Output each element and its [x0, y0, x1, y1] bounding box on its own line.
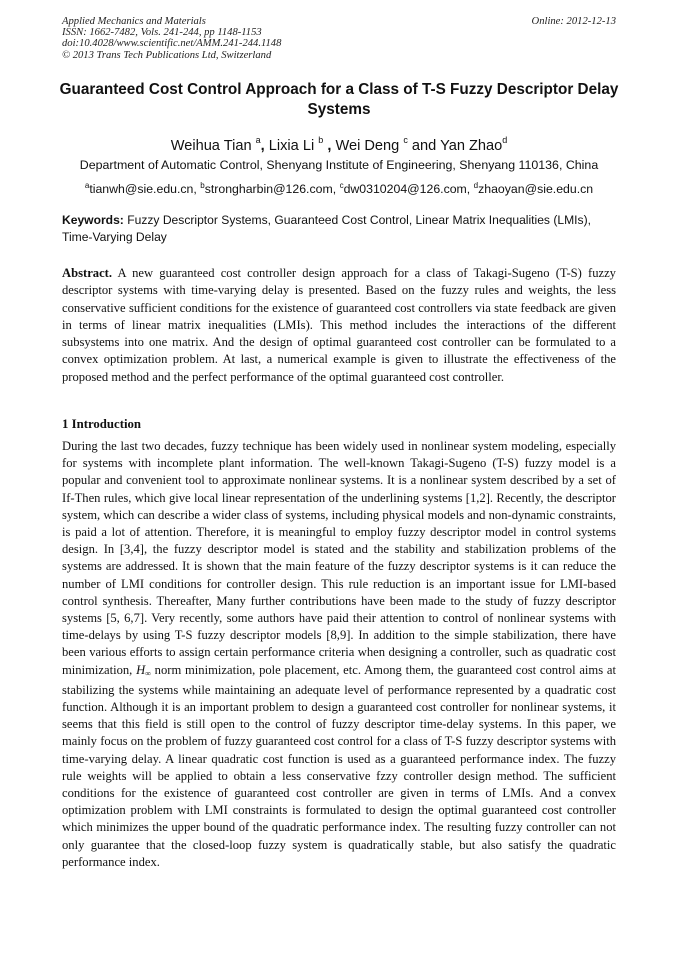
- keywords-label: Keywords:: [62, 213, 124, 227]
- abstract-label: Abstract.: [62, 266, 113, 280]
- email-superscript: d: [473, 181, 479, 190]
- keywords-text: Fuzzy Descriptor Systems, Guaranteed Cost Control, Linear Matrix Inequalities (LMIs), Time-Varying Delay: [62, 213, 591, 244]
- email-superscript: c: [339, 181, 344, 190]
- email-address: zhaoyan@sie.edu.cn: [478, 182, 594, 196]
- author-emails: [40, 177, 638, 198]
- author-name: Lixia Li: [268, 138, 315, 154]
- abstract-text: A new guaranteed cost controller design approach for a class of Takagi-Sugeno (T-S) fuzzy descriptor systems with time-varying delay is presented. Based on the fuzzy rules and weights, the less conservative sufficient conditions for the existence of guaranteed cost controllers via state feedback are given in terms of linear matrix inequalities (LMIs). This method includes the interactions of the different subsystems into one matrix. And the design of optimal guaranteed cost controller can be formulated to a convex optimization problem. At last, a numerical example is given to illustrate the effectiveness of the proposed method and the perfect performance of the optimal guaranteed cost controller.: [62, 266, 616, 384]
- author-name: Wei Deng: [335, 138, 400, 154]
- author-superscript: b: [318, 135, 324, 145]
- abstract-block: [62, 265, 616, 386]
- intro-text-part2: norm minimization, pole placement, etc. Among them, the guaranteed cost control aims at stabilizing the systems while maintaining an adequate level of performance represented by a quadratic cost function. Although it is an important problem to design a guaranteed cost controller for nonlinear systems, it seems that this field is still open to the control of fuzzy descriptor time-delay systems. In this paper, we mainly focus on the problem of fuzzy guaranteed cost control for a class of T-S fuzzy descriptor systems with time-varying delay. A linear quadratic cost function is used as a guaranteed performance index. The fuzzy rule weights will be applied to obtain a less conservative fzzy controller design method. The sufficient conditions for the existence of guaranteed cost controller are given in terms of LMIs. And a convex optimization problem with LMI constraints is formulated to design the optimal guaranteed cost controller which minimizes the upper bound of the quadratic performance index. The resulting fuzzy controller can not only guarantee that the closed-loop fuzzy system is quadratically stable, but also satisfy the quadratic performance index.: [62, 662, 616, 869]
- author-list: Weihua Tian $^a$, Lixia Li $^b$ , Wei Deng $^c$ and Yan Zhao$^d$: [170, 135, 508, 154]
- email-address: strongharbin@126.com,: [204, 182, 337, 196]
- email-superscript: b: [200, 181, 205, 190]
- author-superscript: a: [255, 135, 261, 145]
- email-superscript: a: [84, 181, 90, 190]
- h-infinity-subscript: ∞: [145, 668, 151, 678]
- section-heading: 1 Introduction: [62, 417, 142, 431]
- paper-title: Guaranteed Cost Control Approach for a Class of T-S Fuzzy Descriptor Delay Systems: [59, 81, 619, 118]
- author-superscript: c: [403, 135, 408, 145]
- copyright-line: © 2013 Trans Tech Publications Ltd, Switzerland: [62, 49, 272, 61]
- intro-text-part1: During the last two decades, fuzzy technique has been widely used in nonlinear system modeling, especially for systems with incomplete plant information. The well-known Takagi-Sugeno (T-S) fuzzy model is a popular and convenient tool to approximate nonlinear systems. It is a nonlinear system described by a set of If-Then rules, which give local linear representation of the underlining systems [1,2]. Recently, the descriptor system, which can describe a wider class of systems, including physical models and non-dynamic constraints, is paid a lot of attention. Therefore, it is meaningful to employ fuzzy descriptor model in control systems design. In [3,4], the fuzzy descriptor model is stated and the stability and stabilization problems of the systems are addressed. It is shown that the main feature of the fuzzy descriptor systems is it can reduce the number of LMI conditions for controller design. This rule reduction is an important issue for LMI-based control synthesis. Thereafter, Many further contributions have been made to the study of fuzzy descriptor systems [5, 6,7]. Very recently, some authors have paid their attention to control of nonlinear systems with time-delays by using T-S fuzzy descriptor models [8,9]. In addition to the simple stabilization, there have been various efforts to assign certain performance criteria when designing a controller, such as quadratic cost minimization,: [62, 439, 616, 677]
- author-conjunction: and: [411, 138, 437, 154]
- keywords-block: [62, 212, 617, 246]
- affiliation: Department of Automatic Control, Shenyang Institute of Engineering, Shenyang 110136, China: [79, 158, 599, 172]
- introduction-paragraph: [62, 438, 616, 871]
- author-name: Weihua Tian: [170, 138, 252, 154]
- online-date: Online: 2012-12-13: [531, 16, 616, 27]
- journal-name: Applied Mechanics and Materials: [62, 16, 206, 27]
- doi-line: doi:10.4028/www.scientific.net/AMM.241-244.1148: [62, 38, 282, 50]
- author-superscript: d: [502, 135, 508, 145]
- email-address: tianwh@sie.edu.cn,: [89, 182, 197, 196]
- author-name: Yan Zhao: [440, 138, 503, 154]
- h-infinity-symbol: H: [136, 662, 146, 677]
- issn-line: ISSN: 1662-7482, Vols. 241-244, pp 1148-1153: [62, 27, 262, 39]
- email-address: dw0310204@126.com,: [343, 182, 471, 196]
- journal-header: [62, 16, 616, 61]
